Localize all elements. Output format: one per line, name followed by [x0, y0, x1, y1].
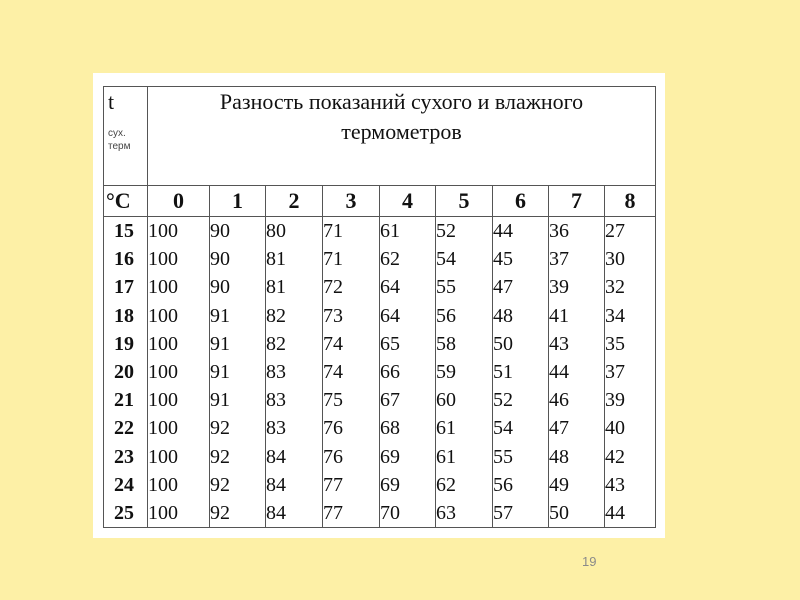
humidity-cell: 90 — [210, 220, 230, 242]
humidity-cell: 67 — [380, 389, 400, 412]
humidity-cell: 100 — [148, 332, 178, 355]
humidity-column — [549, 217, 605, 528]
humidity-cell: 55 — [493, 445, 513, 468]
humidity-cell: 52 — [493, 389, 513, 412]
humidity-cell: 60 — [436, 389, 456, 412]
humidity-cell: 54 — [436, 248, 456, 271]
humidity-cell: 34 — [605, 304, 625, 327]
humidity-cell: 70 — [380, 501, 400, 524]
table-title — [148, 87, 656, 186]
humidity-cell: 43 — [605, 473, 625, 496]
humidity-cell: 100 — [148, 445, 178, 468]
body-row — [104, 217, 656, 528]
humidity-cell: 69 — [380, 445, 400, 468]
humidity-cell: 76 — [323, 445, 343, 468]
humidity-cell: 100 — [148, 248, 178, 271]
unit-header: °С — [104, 186, 148, 217]
temperature-cell: 20 — [114, 360, 134, 383]
humidity-cell: 81 — [266, 276, 286, 299]
humidity-cell: 77 — [323, 473, 343, 496]
humidity-table-panel — [93, 73, 665, 538]
humidity-cell: 100 — [148, 276, 178, 299]
humidity-cell: 47 — [549, 417, 569, 440]
diff-header: 6 — [493, 186, 549, 217]
humidity-cell: 64 — [380, 276, 400, 299]
humidity-cell: 100 — [148, 417, 178, 440]
humidity-cell: 56 — [436, 304, 456, 327]
humidity-cell: 47 — [493, 276, 513, 299]
humidity-cell: 91 — [210, 332, 230, 355]
humidity-cell: 64 — [380, 304, 400, 327]
humidity-cell: 84 — [266, 501, 286, 524]
humidity-cell: 62 — [436, 473, 456, 496]
humidity-cell: 37 — [549, 248, 569, 271]
humidity-cell: 90 — [210, 276, 230, 299]
temperature-cell: 18 — [114, 304, 134, 327]
humidity-cell: 51 — [493, 360, 513, 383]
humidity-cell: 59 — [436, 360, 456, 383]
humidity-cell: 100 — [148, 501, 178, 524]
humidity-cell: 90 — [210, 248, 230, 271]
humidity-cell: 69 — [380, 473, 400, 496]
temperature-cell: 16 — [114, 248, 134, 271]
humidity-cell: 100 — [148, 389, 178, 412]
humidity-cell: 39 — [605, 389, 625, 412]
humidity-cell: 71 — [323, 248, 343, 271]
temperature-column — [104, 217, 148, 528]
humidity-cell: 30 — [605, 248, 625, 271]
humidity-cell: 48 — [549, 445, 569, 468]
humidity-cell: 57 — [493, 501, 513, 524]
humidity-cell: 92 — [210, 501, 230, 524]
humidity-cell: 43 — [549, 332, 569, 355]
humidity-cell: 37 — [605, 360, 625, 383]
humidity-cell: 44 — [493, 220, 513, 242]
humidity-cell: 58 — [436, 332, 456, 355]
humidity-cell: 84 — [266, 445, 286, 468]
humidity-column — [605, 217, 656, 528]
humidity-column — [148, 217, 210, 528]
humidity-cell: 80 — [266, 220, 286, 242]
humidity-cell: 61 — [380, 220, 400, 242]
humidity-cell: 44 — [605, 501, 625, 524]
humidity-cell: 84 — [266, 473, 286, 496]
humidity-column — [266, 217, 323, 528]
diff-header: 5 — [436, 186, 493, 217]
humidity-cell: 49 — [549, 473, 569, 496]
humidity-cell: 50 — [549, 501, 569, 524]
humidity-cell: 100 — [148, 360, 178, 383]
humidity-cell: 76 — [323, 417, 343, 440]
humidity-cell: 92 — [210, 445, 230, 468]
humidity-cell: 83 — [266, 417, 286, 440]
temperature-cell: 22 — [114, 417, 134, 440]
humidity-cell: 44 — [549, 360, 569, 383]
slide-number: 19 — [582, 554, 597, 569]
humidity-cell: 62 — [380, 248, 400, 271]
humidity-cell: 74 — [323, 332, 343, 355]
humidity-cell: 65 — [380, 332, 400, 355]
humidity-cell: 55 — [436, 276, 456, 299]
humidity-cell: 48 — [493, 304, 513, 327]
temperature-cell: 25 — [114, 501, 134, 524]
humidity-cell: 100 — [148, 304, 178, 327]
humidity-cell: 52 — [436, 220, 456, 242]
humidity-column — [436, 217, 493, 528]
diff-header: 4 — [380, 186, 436, 217]
humidity-column — [493, 217, 549, 528]
temperature-cell: 19 — [114, 332, 134, 355]
diff-header: 2 — [266, 186, 323, 217]
temperature-cell: 17 — [114, 276, 134, 299]
corner-cell — [104, 87, 148, 186]
humidity-cell: 32 — [605, 276, 625, 299]
humidity-cell: 50 — [493, 332, 513, 355]
table-title-line-2: термометров — [341, 119, 462, 144]
corner-therm-label: терм — [108, 141, 131, 152]
humidity-cell: 75 — [323, 389, 343, 412]
humidity-cell: 56 — [493, 473, 513, 496]
humidity-cell: 63 — [436, 501, 456, 524]
humidity-cell: 36 — [549, 220, 569, 242]
humidity-column — [380, 217, 436, 528]
humidity-cell: 92 — [210, 473, 230, 496]
diff-header: 7 — [549, 186, 605, 217]
humidity-cell: 91 — [210, 389, 230, 412]
humidity-column — [323, 217, 380, 528]
humidity-cell: 91 — [210, 304, 230, 327]
corner-dry-label: сух. — [108, 128, 126, 139]
humidity-column — [210, 217, 266, 528]
humidity-cell: 100 — [148, 220, 178, 242]
humidity-cell: 41 — [549, 304, 569, 327]
humidity-cell: 92 — [210, 417, 230, 440]
humidity-cell: 100 — [148, 473, 178, 496]
humidity-cell: 81 — [266, 248, 286, 271]
humidity-cell: 82 — [266, 304, 286, 327]
humidity-cell: 40 — [605, 417, 625, 440]
diff-header: 1 — [210, 186, 266, 217]
humidity-cell: 54 — [493, 417, 513, 440]
humidity-cell: 71 — [323, 220, 343, 242]
temperature-cell: 23 — [114, 445, 134, 468]
humidity-cell: 74 — [323, 360, 343, 383]
diff-header: 0 — [148, 186, 210, 217]
humidity-cell: 83 — [266, 389, 286, 412]
humidity-cell: 46 — [549, 389, 569, 412]
temperature-cell: 21 — [114, 389, 134, 412]
corner-t-label: t — [108, 89, 115, 114]
humidity-cell: 39 — [549, 276, 569, 299]
humidity-cell: 72 — [323, 276, 343, 299]
humidity-cell: 42 — [605, 445, 625, 468]
humidity-cell: 27 — [605, 220, 625, 242]
humidity-cell: 91 — [210, 360, 230, 383]
humidity-cell: 83 — [266, 360, 286, 383]
temperature-cell: 24 — [114, 473, 134, 496]
temperature-cell: 15 — [114, 220, 134, 242]
humidity-cell: 61 — [436, 417, 456, 440]
diff-header: 3 — [323, 186, 380, 217]
humidity-cell: 66 — [380, 360, 400, 383]
humidity-cell: 68 — [380, 417, 400, 440]
table-title-line-1: Разность показаний сухого и влажного — [219, 89, 584, 114]
humidity-cell: 61 — [436, 445, 456, 468]
humidity-cell: 82 — [266, 332, 286, 355]
humidity-cell: 45 — [493, 248, 513, 271]
humidity-cell: 77 — [323, 501, 343, 524]
humidity-cell: 73 — [323, 304, 343, 327]
psychrometric-table — [103, 86, 656, 528]
humidity-cell: 35 — [605, 332, 625, 355]
header-row — [104, 186, 656, 217]
diff-header: 8 — [605, 186, 656, 217]
